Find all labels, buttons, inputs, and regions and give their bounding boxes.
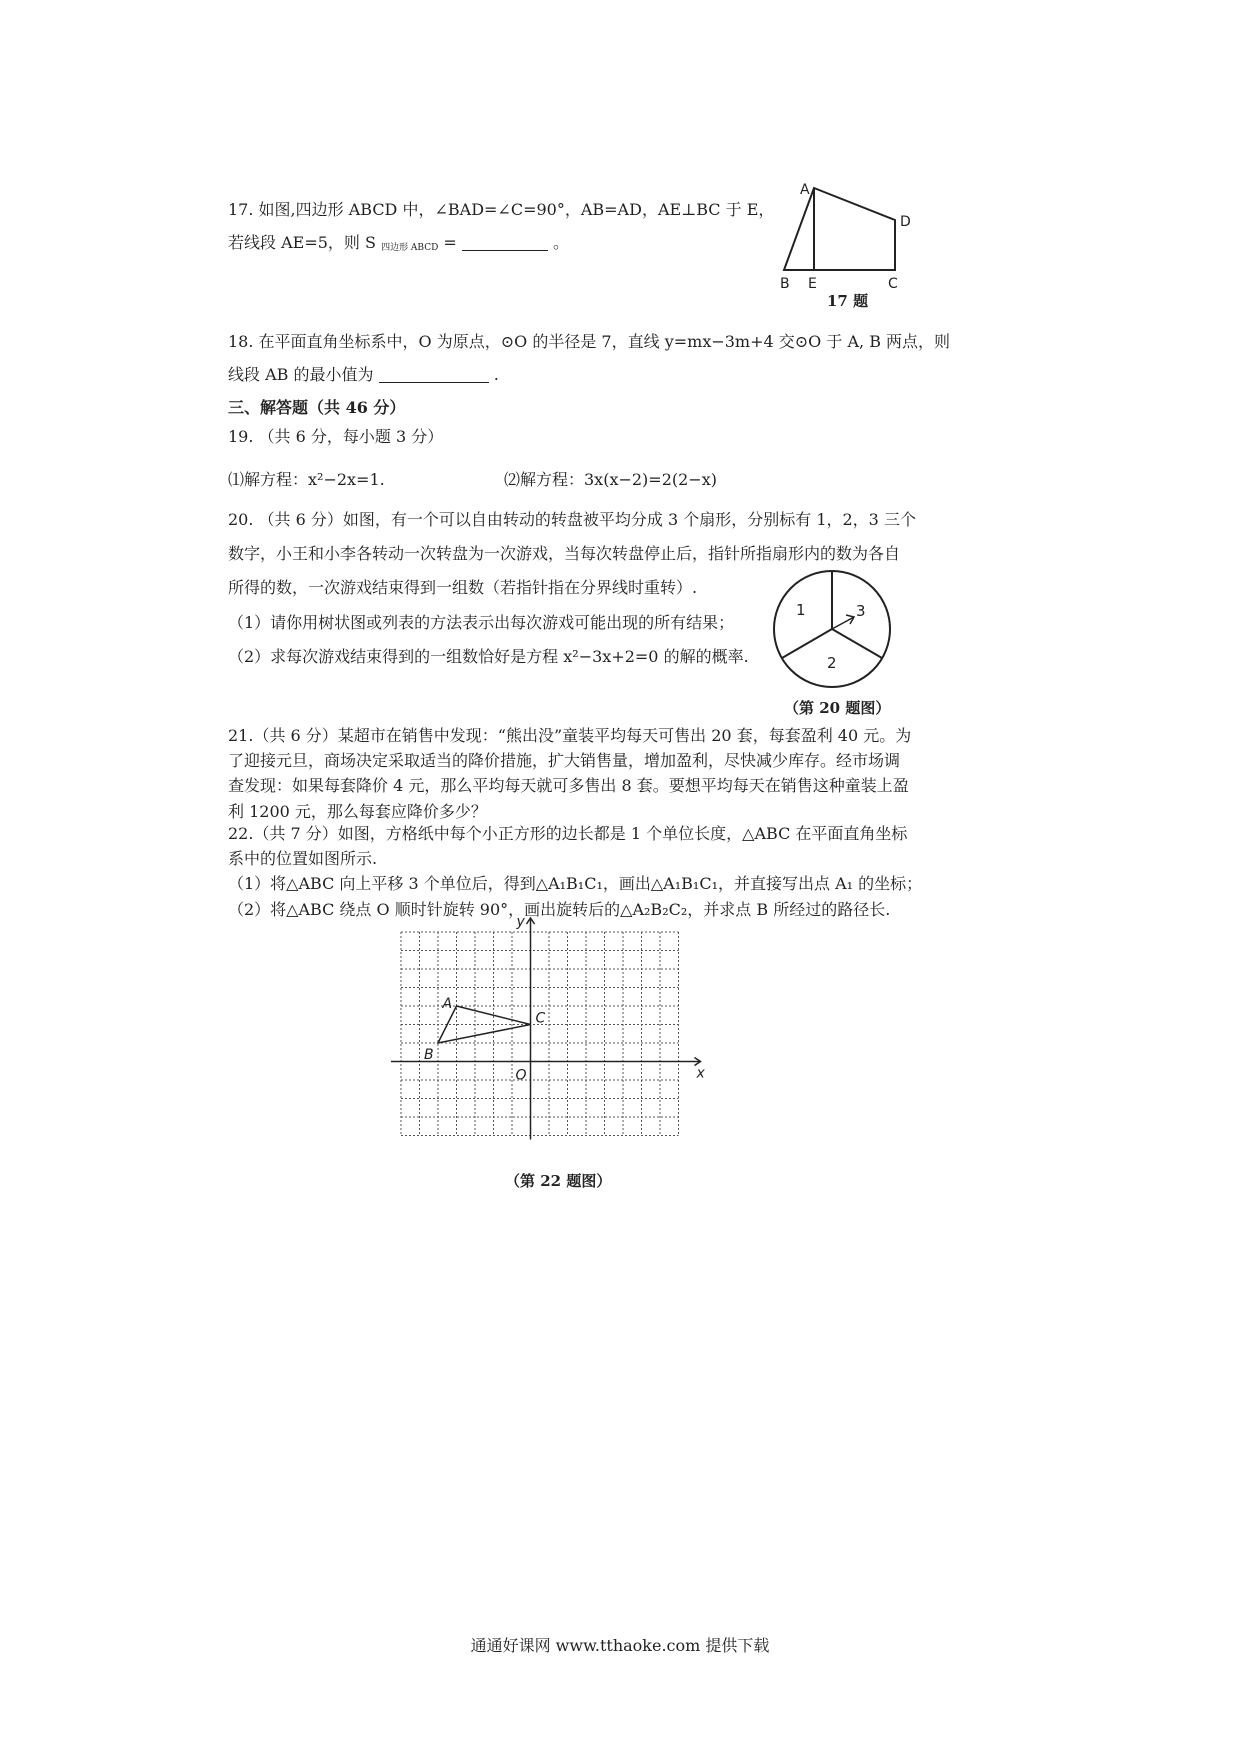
figure-22-caption: （第 22 题图） <box>505 1172 612 1190</box>
q22-part1: （1）将△ABC 向上平移 3 个单位后，得到△A₁B₁C₁，画出△A₁B₁C₁，并直接写出点 A₁ 的坐标； <box>228 874 923 894</box>
q17-line2-end: 。 <box>553 233 570 253</box>
fig17-label-d: D <box>900 214 911 230</box>
q22-line1: 22.（共 7 分）如图，方格纸中每个小正方形的边长都是 1 个单位长度，△ABC 在平面直角坐标 <box>228 824 908 843</box>
grid-label-x: x <box>696 1065 705 1082</box>
q18-line1: 18. 在平面直角坐标系中，O 为原点，⊙O 的半径是 7，直线 y=mx−3m+4 交⊙O 于 A, B 两点，则 <box>228 332 951 351</box>
grid-label-o: O <box>515 1067 527 1084</box>
q21-line1: 21.（共 6 分）某超市在销售中发现：“熊出没”童装平均每天可售出 20 套，每套盈利 40 元。为 <box>228 726 912 745</box>
grid-label-a: A <box>442 996 453 1012</box>
q18-line2 <box>228 363 918 386</box>
q20-part2: （2）求每次游戏结束得到的一组数恰好是方程 x²−3x+2=0 的解的概率. <box>228 646 749 666</box>
q21-line3: 查发现：如果每套降价 4 元，那么平均每天就可多售出 8 套。要想平均每天在销售这种童装上盈 <box>228 776 909 796</box>
q21-line2: 了迎接元旦，商场决定采取适当的降价措施，扩大销售量，增加盈利，尽快减少库存。经市场调 <box>228 751 901 771</box>
spinner-label-3: 3 <box>856 602 866 620</box>
page-footer: 通通好课网 www.tthaoke.com 提供下载 <box>470 1636 770 1655</box>
fig17-label-e: E <box>808 276 817 292</box>
q18-answer-blank <box>379 368 489 383</box>
figure-17-caption: 17 题 <box>827 292 869 310</box>
q19-header: 19. （共 6 分，每小题 3 分） <box>228 427 444 446</box>
q17-line2-prefix: 若线段 AE=5，则 S <box>228 233 376 253</box>
q18-line2-end: . <box>493 365 499 385</box>
spinner-label-1: 1 <box>796 601 806 619</box>
question-18 <box>228 330 951 386</box>
question-19 <box>228 425 918 448</box>
grid-label-y: y <box>516 914 525 930</box>
q20-line2: 数字，小王和小李各转动一次转盘为一次游戏，当每次转盘停止后，指针所指扇形内的数为各自 <box>228 544 901 564</box>
q19-parts <box>228 468 918 491</box>
q22-line2: 系中的位置如图所示. <box>228 849 378 869</box>
q17-equals: = <box>443 233 457 253</box>
question-21 <box>228 724 918 823</box>
fig17-label-c: C <box>888 276 898 292</box>
q21-line4: 利 1200 元，那么每套应降价多少？ <box>228 801 487 821</box>
fig17-label-b: B <box>780 276 790 292</box>
figure-22-coordinate-grid <box>385 910 735 1160</box>
section-3-title: 三、解答题（共 46 分） <box>228 398 406 417</box>
grid-label-b: B <box>424 1047 434 1063</box>
spinner-label-2: 2 <box>827 654 837 672</box>
q19-part1: ⑴解方程：x²−2x=1. <box>228 470 385 489</box>
q18-line2-prefix: 线段 AB 的最小值为 <box>228 365 374 385</box>
q20-part1: （1）请你用树状图或列表的方法表示出每次游戏可能出现的所有结果； <box>228 612 735 632</box>
figure-20-caption: （第 20 题图） <box>784 699 891 717</box>
q19-part2: ⑵解方程：3x(x−2)=2(2−x) <box>504 470 717 489</box>
fig17-label-a: A <box>800 182 810 198</box>
q17-answer-blank <box>462 236 548 251</box>
q17-line1: 17. 如图,四边形 ABCD 中，∠BAD=∠C=90°，AB=AD，AE⊥BC 于 E， <box>228 200 775 219</box>
q17-area-subscript: 四边形 ABCD <box>381 243 439 254</box>
figure-20-spinner <box>768 565 896 693</box>
q22-part2: （2）将△ABC 绕点 O 顺时针旋转 90°，画出旋转后的△A₂B₂C₂，并求点 B 所经过的路径长. <box>228 899 891 919</box>
q20-line3: 所得的数，一次游戏结束得到一组数（若指针指在分界线时重转）. <box>228 578 698 598</box>
figure-17-quadrilateral <box>780 178 920 298</box>
grid-label-c: C <box>535 1010 546 1027</box>
q20-line1: 20. （共 6 分）如图，有一个可以自由转动的转盘被平均分成 3 个扇形，分别标有 1，2，3 三个 <box>228 510 916 529</box>
question-22 <box>228 822 923 921</box>
